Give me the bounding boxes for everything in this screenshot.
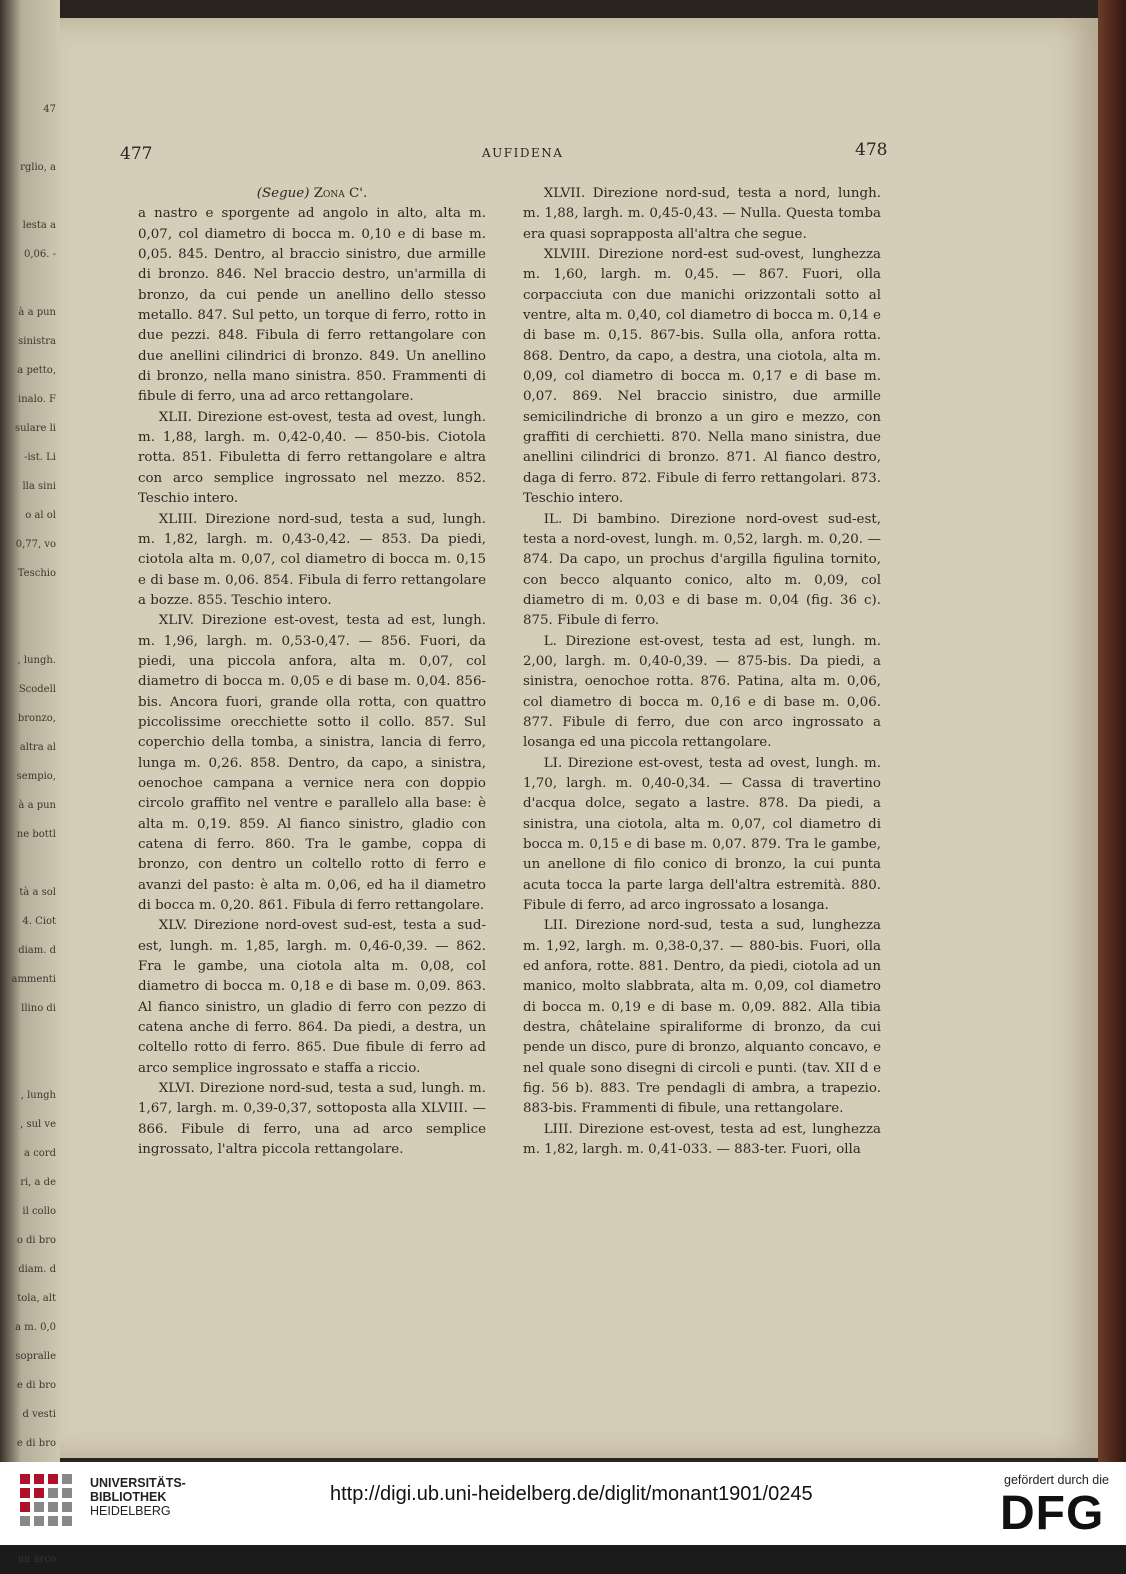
paragraph-tomb-xlii: XLII. Direzione est-ovest, testa ad ovest, lungh. m. 1,88, largh. m. 0,42-0,40. — 850-bis. Ciotola rotta. 851. Fibuletta di ferro rettangolare e altra con arco semplice ingrossato nel mezzo. 852. Teschio intero. <box>138 409 486 507</box>
previous-page-fragments: 47 rglio, a lesta a 0,06. - à a pun sinistra a petto, inalo. F sulare li -ist. Li lla sini o al ol 0,77, vo Teschio , lungh. Scodell bronzo, altra al sempio, à a pun ne bottl tà a sol 4. Ciot diam. d ammenti llino di , lungh , sul ve a cord ri, a de il collo o di bro diam. d tola, alt a m. 0,0 sopralle e di bro d vesti e di bro un arco <box>11 104 56 1565</box>
paragraph-tomb-il: IL. Di bambino. Direzione nord-ovest sud-est, testa a nord-ovest, lungh. m. 0,52, largh. m. 0,20. — 874. Da capo, un prochus d'argilla figulina tornito, con becco alquanto conico, alto m. 0,09, col diametro di m. 0,03 e di base m. 0,04 (fig. 36 c). 875. Fibule di ferro. <box>523 511 881 629</box>
viewer-footer <box>0 1462 1126 1545</box>
heading-zona: Zona C'. <box>313 186 368 201</box>
library-line-2: BIBLIOTHEK <box>90 1490 167 1504</box>
right-column <box>523 184 881 1161</box>
paragraph-tomb-xliii: XLIII. Direzione nord-sud, testa a sud, lungh. m. 1,82, largh. m. 0,43-0,42. — 853. Da piedi, ciotola alta m. 0,07, col diametro di bocca m. 0,15 e di base m. 0,06. 854. Fibula di ferro rettangolare a bozze. 855. Teschio intero. <box>138 511 486 608</box>
paragraph-tomb-l: L. Direzione est-ovest, testa ad est, lungh. m. 2,00, largh. m. 0,40-0,39. — 875-bis. Da piedi, a sinistra, oenochoe rotta. 876. Patina, alta m. 0,06, col diametro di bocca m. 0,16 e di base m. 0,06. 877. Fibule di ferro, due con arco ingrossato a losanga ed una piccola rettangolare. <box>523 633 881 751</box>
section-heading <box>138 184 486 204</box>
sponsor-caption: gefördert durch die <box>1004 1473 1109 1487</box>
paragraph: a nastro e sporgente ad angolo in alto, alta m. 0,07, col diametro di bocca m. 0,10 e di base m. 0,05. 845. Dentro, al braccio sinistro, due armille di bronzo. 846. Nel braccio destro, un'armilla di bronzo, da cui pende un anellino dello stesso metallo. 847. Sul petto, un torque di ferro, rotto in due pezzi. 848. Fibula di ferro rettangolare con due anellini cilindrici di bronzo. 849. Un anellino di bronzo, nella mano sinistra. 850. Frammenti di fibule di ferro, una ad arco rettangolare. <box>138 206 486 405</box>
paragraph-tomb-lii: LII. Direzione nord-sud, testa a sud, lunghezza m. 1,92, largh. m. 0,38-0,37. — 880-bis. Fuori, olla ed anfora, rotte. 881. Dentro, da piedi, ciotola ad un manico, molto slabbrata, alta m. 0,09, col diametro di bocca m. 0,19 e di base m. 0,09. 882. Alla tibia destra, châtelaine spiraliforme di bronzo, da cui pende un disco, pure di bronzo, alquanto concavo, e nel quale sono disegni di circoli e punti. (tav. XII d e fig. 56 b). 883. Tre pendagli di ambra, a trapezio. 883-bis. Frammenti di fibule, una rettangolare. <box>523 918 881 1117</box>
heading-seque: (Segue) <box>256 186 310 201</box>
dfg-logo[interactable]: DFG <box>1000 1487 1105 1540</box>
paragraph-tomb-liii: LIII. Direzione est-ovest, testa ad est, lunghezza m. 1,82, largh. m. 0,41-033. — 883-ter. Fuori, olla <box>523 1121 881 1158</box>
previous-page-edge <box>0 0 60 1565</box>
page-number-left: 477 <box>120 144 153 164</box>
university-library-logo <box>18 1472 76 1530</box>
paragraph-tomb-xlvi: XLVI. Direzione nord-sud, testa a sud, lungh. m. 1,67, largh. m. 0,39-0,37, sottoposta alla XLVIII. — 866. Fibule di ferro, una ad arco semplice ingrossato, l'altra piccola rettangolare. <box>138 1081 486 1158</box>
paragraph-tomb-xliv: XLIV. Direzione est-ovest, testa ad est, lungh. m. 1,96, largh. m. 0,53-0,47. — 856. Fuori, da piedi, una piccola anfora, alta m. 0,07, col diametro di bocca m. 0,05 e di base m. 0,04. 856-bis. Ancora fuori, grande olla rotta, con quattro piccolissime orecchiette sotto il collo. 857. Sul coperchio della tomba, a sinistra, lancia di ferro, lunga m. 0,26. 858. Dentro, da capo, a sinistra, oenochoe campana a vernice nera con doppio circolo graffito nel ventre e parallelo alla base: è alta m. 0,19. 859. Al fianco sinistro, gladio con catena di ferro. 860. Tra le gambe, coppa di bronzo, con dentro un coltello rotto di ferro e avanzi del pasto: è alta m. 0,06, ed ha il diametro di bocca m. 0,20. 861. Fibula di ferro rettangolare. <box>138 613 486 914</box>
book-cover-edge <box>1098 0 1126 1462</box>
running-head: AUFIDENA <box>482 146 564 160</box>
left-column <box>138 184 486 1161</box>
paragraph-tomb-li: LI. Direzione est-ovest, testa ad ovest, lungh. m. 1,70, largh. m. 0,40-0,34. — Cassa di travertino d'acqua dolce, segato a lastre. 878. Da piedi, a sinistra, una ciotola, alta m. 0,07, col diametro di bocca m. 0,15 e di base m. 0,07. 879. Tra le gambe, un anellone di filo conico di bronzo, la cui punta acuta tocca la parte larga dell'altra estremità. 880. Fibule di ferro, ad arco ingrossato a losanga. <box>523 755 881 914</box>
paragraph-tomb-xlv: XLV. Direzione nord-ovest sud-est, testa a sud-est, lungh. m. 1,85, largh. m. 0,46-0,39. — 862. Fra le gambe, una ciotola alta m. 0,08, col diametro di bocca m. 0,18 e di base m. 0,09. 863. Al fianco sinistro, un gladio di ferro con pezzo di catena anche di ferro. 864. Da piedi, a destra, un coltello rotto di ferro. 865. Due fibule di ferro ad arco semplice ingrossato e staffa a riccio. <box>138 918 486 1076</box>
paragraph-tomb-xlviii: XLVIII. Direzione nord-est sud-ovest, lunghezza m. 1,60, largh. m. 0,45. — 867. Fuori, olla corpacciuta con due manichi orizzontali sotto al ventre, alta m. 0,40, col diametro di bocca m. 0,14 e di base m. 0,15. 867-bis. Sulla olla, anfora rotta. 868. Dentro, da capo, a destra, una ciotola, alta m. 0,09, col diametro di bocca m. 0,17 e di base m. 0,07. 869. Nel braccio sinistro, due armille semicilindriche di bronzo a un giro e mezzo, con graffiti di cerchietti. 870. Nella mano sinistra, due anellini cilindrici di bronzo. 871. Al fianco destro, daga di ferro. 872. Fibule di ferro rettangolari. 873. Teschio intero. <box>523 247 881 507</box>
library-line-3: HEIDELBERG <box>90 1504 171 1518</box>
permalink-url[interactable]: http://digi.ub.uni-heidelberg.de/diglit/monant1901/0245 <box>330 1483 813 1505</box>
library-line-1: UNIVERSITÄTS- <box>90 1476 186 1490</box>
paragraph-tomb-xlvii: XLVII. Direzione nord-sud, testa a nord, lungh. m. 1,88, largh. m. 0,45-0,43. — Nulla. Questa tomba era quasi soprapposta all'altra che segue. <box>523 186 881 242</box>
page-number-right: 478 <box>855 140 888 160</box>
university-library-name[interactable] <box>90 1476 186 1518</box>
